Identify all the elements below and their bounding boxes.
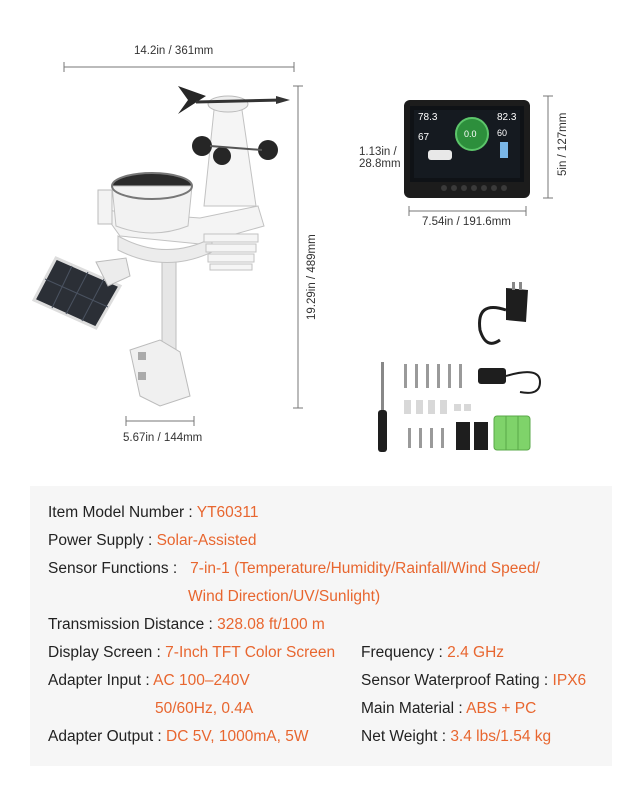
station-width-label: 14.2in / 361mm — [134, 45, 214, 57]
console-outdoor-temp: 82.3 — [497, 112, 517, 123]
spec-main-material — [361, 700, 536, 718]
spec-display-screen — [48, 644, 335, 662]
spec-waterproof-rating — [361, 672, 586, 690]
spec-label: Item Model Number : — [48, 504, 197, 521]
spec-label: Main Material : — [361, 700, 467, 717]
console-depth-label-line2: 28.8mm — [359, 158, 401, 170]
weather-station-sensor — [34, 86, 290, 406]
spec-adapter-input-continued: 50/60Hz, 0.4A — [155, 700, 254, 717]
spec-label: Adapter Input : — [48, 672, 154, 689]
console-wind-speed: 0.0 — [464, 129, 477, 139]
station-height-label: 19.29in / 489mm — [306, 234, 318, 320]
spec-value: IPX6 — [552, 672, 587, 689]
spec-sensor-functions-continued: Wind Direction/UV/Sunlight) — [188, 588, 381, 605]
console-width-label: 7.54in / 191.6mm — [422, 216, 511, 228]
spec-value: 328.08 ft/100 m — [217, 616, 325, 633]
spec-value: Solar-Assisted — [156, 532, 257, 549]
spec-value: 2.4 GHz — [447, 644, 505, 661]
usb-cable — [478, 368, 540, 393]
spec-frequency — [361, 644, 504, 662]
spec-value: ABS + PC — [466, 700, 537, 717]
spec-model-number — [48, 504, 259, 522]
adhesive-pads — [456, 422, 488, 450]
spec-value: DC 5V, 1000mA, 5W — [166, 728, 309, 745]
spec-label: Transmission Distance : — [48, 616, 218, 633]
console-outdoor-humidity: 60 — [497, 128, 508, 138]
spec-value: 3.4 lbs/1.54 kg — [450, 728, 552, 745]
mount-width-label: 5.67in / 144mm — [123, 432, 203, 444]
spec-transmission-distance — [48, 616, 325, 634]
screwdriver — [378, 362, 387, 452]
power-adapter — [480, 282, 528, 343]
spec-value: 7-in-1 (Temperature/Humidity/Rainfall/Wind Speed/ — [190, 560, 540, 577]
spec-value: YT60311 — [196, 504, 259, 521]
console-indoor-temp: 78.3 — [418, 112, 438, 123]
spec-label: Sensor Functions : — [48, 560, 182, 577]
spec-label: Power Supply : — [48, 532, 157, 549]
spec-sensor-functions — [48, 560, 540, 578]
spec-adapter-output — [48, 728, 308, 746]
console-indoor-humidity: 67 — [418, 132, 430, 143]
station-height-dimension-line — [293, 86, 303, 408]
spec-adapter-input — [48, 672, 250, 690]
spec-label: Sensor Waterproof Rating : — [361, 672, 553, 689]
station-width-dimension-line — [64, 62, 294, 72]
spec-label: Frequency : — [361, 644, 448, 661]
console-height-label: 5in / 127mm — [557, 112, 569, 176]
mount-width-dimension-line — [126, 416, 194, 426]
spec-value: 7-Inch TFT Color Screen — [165, 644, 336, 661]
battery-pack — [494, 416, 530, 450]
spec-label: Display Screen : — [48, 644, 166, 661]
spec-label: Adapter Output : — [48, 728, 167, 745]
spec-net-weight — [361, 728, 551, 746]
spec-power-supply — [48, 532, 257, 550]
spec-label: Net Weight : — [361, 728, 451, 745]
spec-value: AC 100–240V — [153, 672, 250, 689]
console-depth-label-line1: 1.13in / — [359, 146, 397, 158]
